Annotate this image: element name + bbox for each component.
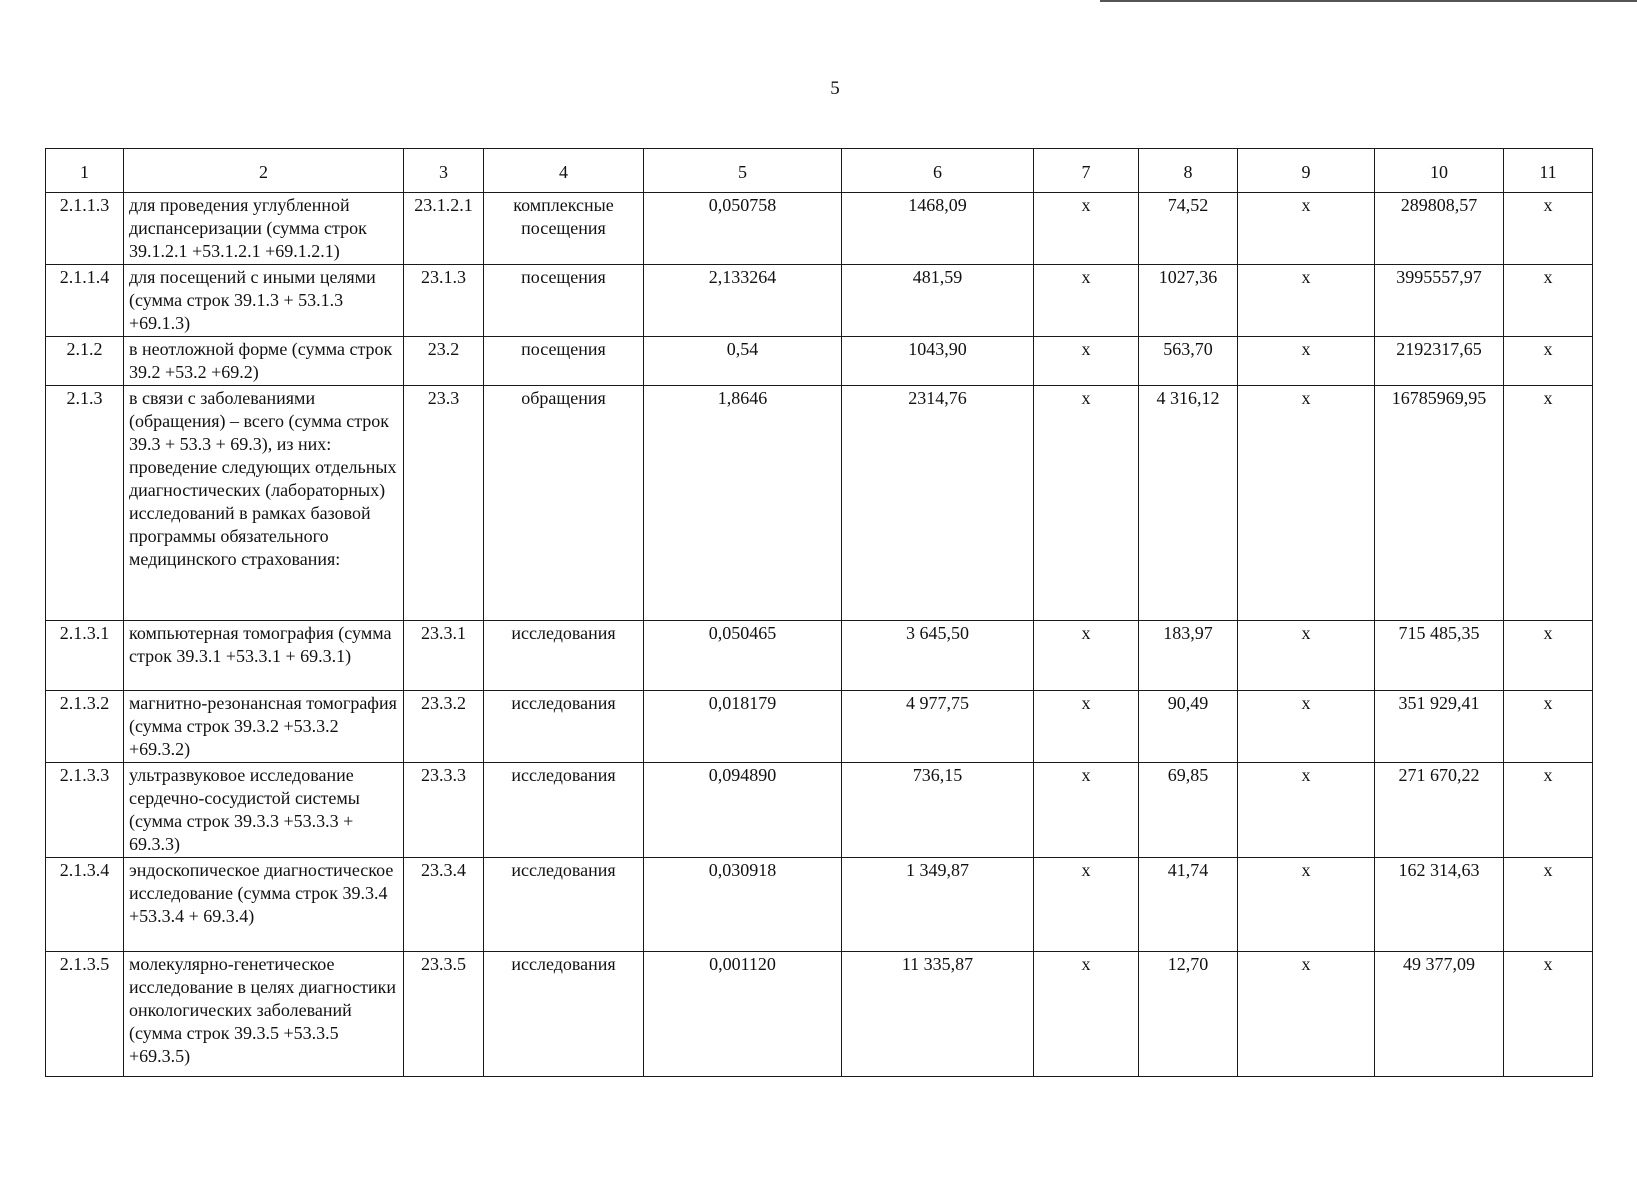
- description-cell: компьютерная томография (сумма строк 39.3.1 +53.3.1 + 69.3.1): [124, 621, 404, 691]
- line-code-cell: 23.3.4: [404, 858, 484, 952]
- value-cell-6: 1 349,87: [842, 858, 1034, 952]
- value-cell-6: 4 977,75: [842, 691, 1034, 763]
- table-row: [46, 265, 1593, 337]
- unit-cell: обращения: [484, 386, 644, 621]
- value-cell-6: 11 335,87: [842, 952, 1034, 1077]
- value-cell-7: x: [1034, 337, 1139, 386]
- header-cell-11: 11: [1504, 149, 1593, 193]
- table-row: [46, 337, 1593, 386]
- value-cell-8: 90,49: [1139, 691, 1238, 763]
- line-code-cell: 23.1.2.1: [404, 193, 484, 265]
- value-cell-11: x: [1504, 265, 1593, 337]
- value-cell-5: 0,050758: [644, 193, 842, 265]
- unit-cell: посещения: [484, 337, 644, 386]
- unit-cell: посещения: [484, 265, 644, 337]
- value-cell-6: 736,15: [842, 763, 1034, 858]
- header-cell-2: 2: [124, 149, 404, 193]
- header-cell-4: 4: [484, 149, 644, 193]
- unit-cell: исследования: [484, 691, 644, 763]
- unit-cell: комплексные посещения: [484, 193, 644, 265]
- value-cell-5: 2,133264: [644, 265, 842, 337]
- value-cell-11: x: [1504, 386, 1593, 621]
- value-cell-8: 41,74: [1139, 858, 1238, 952]
- line-code-cell: 23.3.5: [404, 952, 484, 1077]
- description-cell: молекулярно-генетическое исследование в целях диагностики онкологических заболеваний (сумма строк 39.3.5 +53.3.5 +69.3.5): [124, 952, 404, 1077]
- table-row: [46, 691, 1593, 763]
- description-cell: в неотложной форме (сумма строк 39.2 +53.2 +69.2): [124, 337, 404, 386]
- value-cell-7: x: [1034, 621, 1139, 691]
- value-cell-6: 481,59: [842, 265, 1034, 337]
- description-cell: ультразвуковое исследование сердечно-сосудистой системы (сумма строк 39.3.3 +53.3.3 + 69.3.3): [124, 763, 404, 858]
- value-cell-8: 4 316,12: [1139, 386, 1238, 621]
- value-cell-5: 1,8646: [644, 386, 842, 621]
- row-number-cell: 2.1.3.5: [46, 952, 124, 1077]
- value-cell-5: 0,094890: [644, 763, 842, 858]
- value-cell-10: 16785969,95: [1375, 386, 1504, 621]
- value-cell-9: x: [1238, 952, 1375, 1077]
- header-cell-7: 7: [1034, 149, 1139, 193]
- value-cell-10: 162 314,63: [1375, 858, 1504, 952]
- line-code-cell: 23.1.3: [404, 265, 484, 337]
- value-cell-7: x: [1034, 193, 1139, 265]
- description-cell: в связи с заболеваниями (обращения) – всего (сумма строк 39.3 + 53.3 + 69.3), из них: проведение следующих отдельных диагностических (лабораторных) исследований в рамках базовой программы обязательного медицинского страхования:: [124, 386, 404, 621]
- unit-cell: исследования: [484, 763, 644, 858]
- value-cell-10: 289808,57: [1375, 193, 1504, 265]
- header-cell-6: 6: [842, 149, 1034, 193]
- value-cell-7: x: [1034, 952, 1139, 1077]
- value-cell-10: 3995557,97: [1375, 265, 1504, 337]
- value-cell-7: x: [1034, 265, 1139, 337]
- value-cell-11: x: [1504, 193, 1593, 265]
- value-cell-9: x: [1238, 193, 1375, 265]
- value-cell-9: x: [1238, 265, 1375, 337]
- value-cell-11: x: [1504, 952, 1593, 1077]
- line-code-cell: 23.3.3: [404, 763, 484, 858]
- value-cell-10: 2192317,65: [1375, 337, 1504, 386]
- value-cell-7: x: [1034, 691, 1139, 763]
- header-cell-10: 10: [1375, 149, 1504, 193]
- header-cell-5: 5: [644, 149, 842, 193]
- description-cell: для проведения углубленной диспансеризации (сумма строк 39.1.2.1 +53.1.2.1 +69.1.2.1): [124, 193, 404, 265]
- value-cell-11: x: [1504, 691, 1593, 763]
- table-row: [46, 952, 1593, 1077]
- header-cell-1: 1: [46, 149, 124, 193]
- line-code-cell: 23.3.1: [404, 621, 484, 691]
- value-cell-10: 715 485,35: [1375, 621, 1504, 691]
- value-cell-5: 0,030918: [644, 858, 842, 952]
- value-cell-9: x: [1238, 621, 1375, 691]
- description-cell: магнитно-резонансная томография (сумма строк 39.3.2 +53.3.2 +69.3.2): [124, 691, 404, 763]
- value-cell-8: 69,85: [1139, 763, 1238, 858]
- header-cell-3: 3: [404, 149, 484, 193]
- row-number-cell: 2.1.1.3: [46, 193, 124, 265]
- table-row: [46, 386, 1593, 621]
- page-number: 5: [830, 78, 840, 99]
- row-number-cell: 2.1.3.2: [46, 691, 124, 763]
- value-cell-5: 0,018179: [644, 691, 842, 763]
- value-cell-11: x: [1504, 337, 1593, 386]
- value-cell-7: x: [1034, 858, 1139, 952]
- value-cell-5: 0,54: [644, 337, 842, 386]
- unit-cell: исследования: [484, 621, 644, 691]
- value-cell-5: 0,050465: [644, 621, 842, 691]
- row-number-cell: 2.1.1.4: [46, 265, 124, 337]
- value-cell-10: 49 377,09: [1375, 952, 1504, 1077]
- description-cell: для посещений с иными целями (сумма строк 39.1.3 + 53.1.3 +69.1.3): [124, 265, 404, 337]
- value-cell-9: x: [1238, 691, 1375, 763]
- header-cell-8: 8: [1139, 149, 1238, 193]
- value-cell-7: x: [1034, 763, 1139, 858]
- row-number-cell: 2.1.3.1: [46, 621, 124, 691]
- description-cell: эндоскопическое диагностическое исследование (сумма строк 39.3.4 +53.3.4 + 69.3.4): [124, 858, 404, 952]
- table-row: [46, 621, 1593, 691]
- value-cell-9: x: [1238, 763, 1375, 858]
- unit-cell: исследования: [484, 858, 644, 952]
- value-cell-5: 0,001120: [644, 952, 842, 1077]
- value-cell-8: 563,70: [1139, 337, 1238, 386]
- value-cell-6: 3 645,50: [842, 621, 1034, 691]
- value-cell-6: 1468,09: [842, 193, 1034, 265]
- value-cell-10: 271 670,22: [1375, 763, 1504, 858]
- line-code-cell: 23.2: [404, 337, 484, 386]
- header-cell-9: 9: [1238, 149, 1375, 193]
- data-table: [45, 148, 1593, 1077]
- line-code-cell: 23.3: [404, 386, 484, 621]
- value-cell-11: x: [1504, 763, 1593, 858]
- row-number-cell: 2.1.3: [46, 386, 124, 621]
- value-cell-9: x: [1238, 337, 1375, 386]
- table-row: [46, 858, 1593, 952]
- unit-cell: исследования: [484, 952, 644, 1077]
- table-row: [46, 763, 1593, 858]
- value-cell-6: 2314,76: [842, 386, 1034, 621]
- row-number-cell: 2.1.2: [46, 337, 124, 386]
- row-number-cell: 2.1.3.4: [46, 858, 124, 952]
- value-cell-11: x: [1504, 858, 1593, 952]
- value-cell-8: 1027,36: [1139, 265, 1238, 337]
- value-cell-7: x: [1034, 386, 1139, 621]
- row-number-cell: 2.1.3.3: [46, 763, 124, 858]
- header-row: [46, 149, 1593, 193]
- top-edge-rule: [1100, 0, 1637, 2]
- value-cell-9: x: [1238, 386, 1375, 621]
- table-row: [46, 193, 1593, 265]
- line-code-cell: 23.3.2: [404, 691, 484, 763]
- value-cell-11: x: [1504, 621, 1593, 691]
- value-cell-10: 351 929,41: [1375, 691, 1504, 763]
- value-cell-8: 12,70: [1139, 952, 1238, 1077]
- value-cell-9: x: [1238, 858, 1375, 952]
- value-cell-8: 74,52: [1139, 193, 1238, 265]
- value-cell-8: 183,97: [1139, 621, 1238, 691]
- value-cell-6: 1043,90: [842, 337, 1034, 386]
